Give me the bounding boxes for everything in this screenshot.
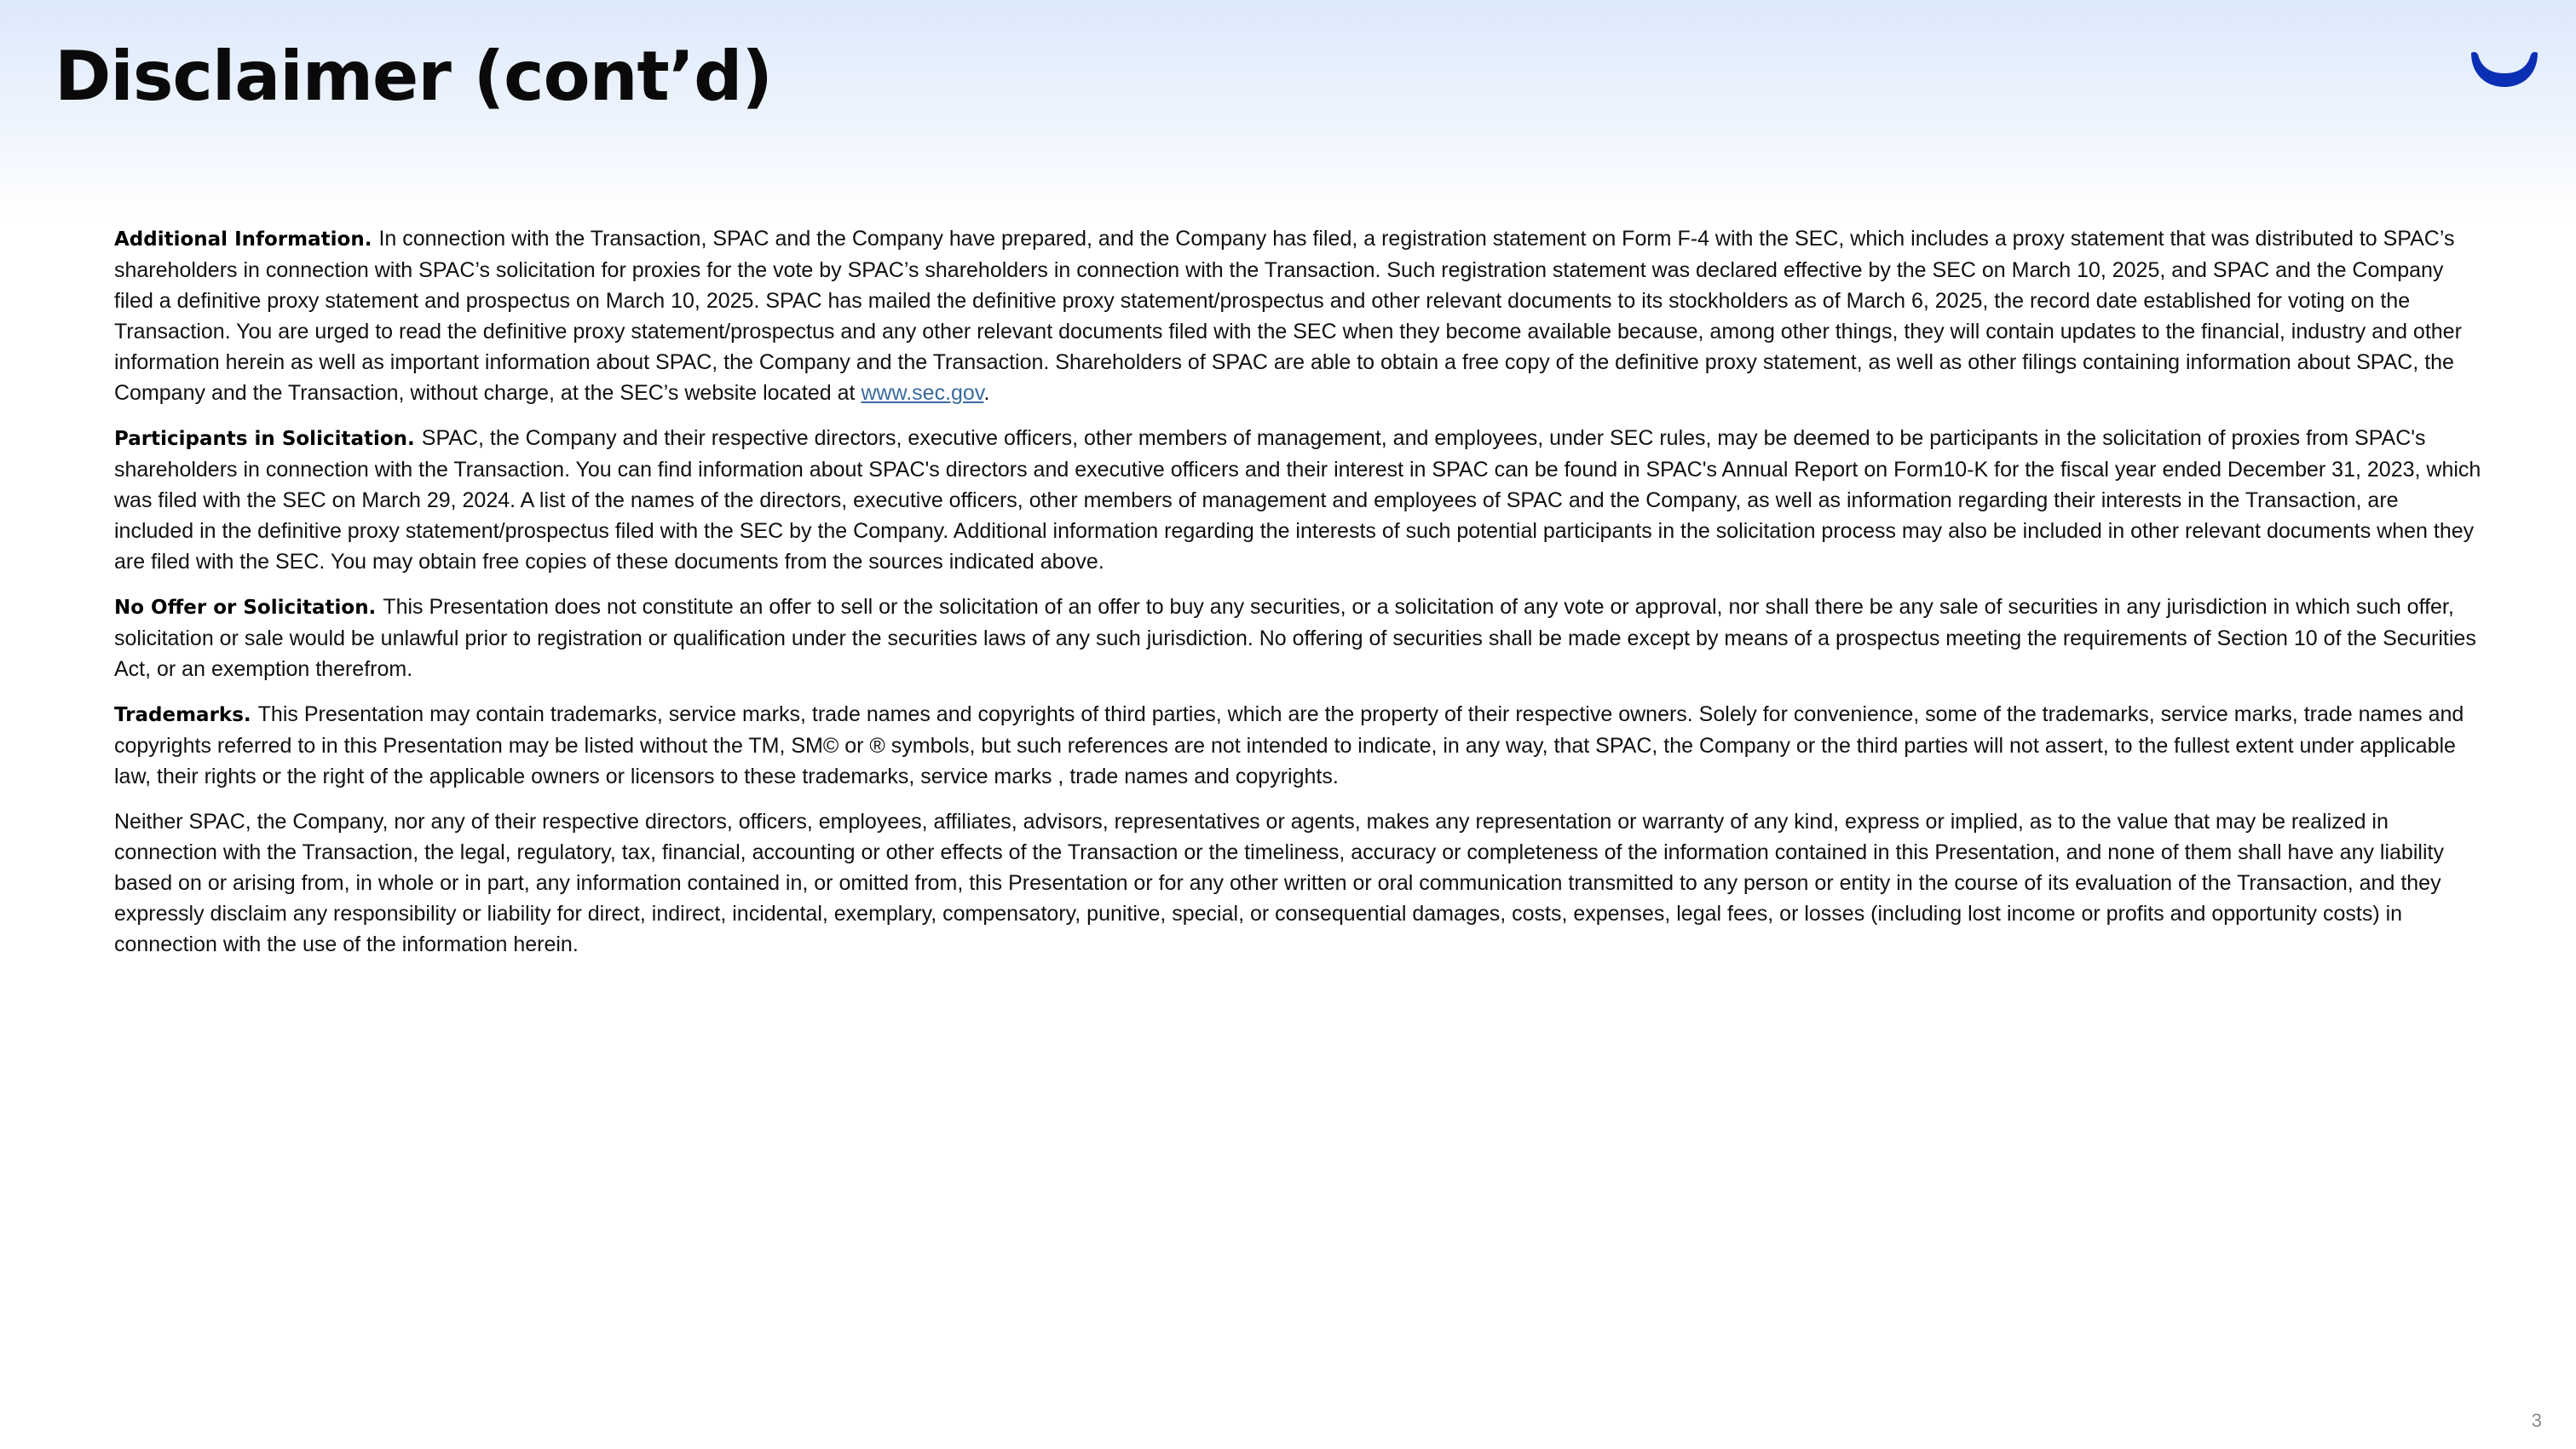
no-offer-text: This Presentation does not constitute an offer to sell or the solicitation of an offer to buy any securities, or a solicitation of any vote or approval, nor shall there be any sale of securities in any jurisdiction in which such offer, solicitation or sale would be unlawful prior to registration or qualification under the securities laws of any such jurisdiction. No offering of securities shall be made except by means of a prospectus meeting the requirements of Section 10 of the Securities Act, or an exemption therefrom. bbox=[114, 595, 2476, 681]
liability-text: Neither SPAC, the Company, nor any of their respective directors, officers, employees, affiliates, advisors, representatives or agents, makes any representation or warranty of any kind, express or implied, as to the value that may be realized in connection with the Transaction, the legal, regulatory, tax, financial, accounting or other effects of the Transaction or the timeliness, accuracy or completeness of the information contained in this Presentation, and none of them shall have any liability based on or arising from, in whole or in part, any information contained in, or omitted from, this Presentation or for any other written or oral communication transmitted to any person or entity in the course of its evaluation of the Transaction, and they expressly disclaim any responsibility or liability for direct, indirect, incidental, exemplary, compensatory, punitive, special, or consequential damages, costs, expenses, legal fees, or losses (including lost income or profits and opportunity costs) in connection with the use of the information herein. bbox=[114, 810, 2444, 956]
additional-information-paragraph bbox=[114, 223, 2483, 408]
participants-heading: Participants in Solicitation. bbox=[114, 428, 422, 450]
additional-information-heading: Additional Information. bbox=[114, 228, 379, 251]
trademarks-heading: Trademarks. bbox=[114, 704, 258, 726]
additional-information-end: . bbox=[983, 381, 990, 405]
smile-arc-logo-icon bbox=[2466, 44, 2543, 97]
additional-information-text: In connection with the Transaction, SPAC and the Company have prepared, and the Company has filed, a registration statement on Form F-4 with the SEC, which includes a proxy statement that was distributed to SPAC’s shareholders in connection with SPAC’s solicitation for proxies for the vote by SPAC’s shareholders in connection with the Transaction. Such registration statement was declared effective by the SEC on March 10, 2025, and SPAC and the Company filed a definitive proxy statement and prospectus on March 10, 2025. SPAC has mailed the definitive proxy statement/prospectus and other relevant documents to its stockholders as of March 6, 2025, the record date established for voting on the Transaction. You are urged to read the definitive proxy statement/prospectus and any other relevant documents filed with the SEC when they become available because, among other things, they will contain updates to the financial, industry and other information herein as well as important information about SPAC, the Company and the Transaction. Shareholders of SPAC are able to obtain a free copy of the definitive proxy statement, as well as other filings containing information about SPAC, the Company and the Transaction, without charge, at the SEC’s website located at bbox=[114, 227, 2462, 405]
participants-paragraph bbox=[114, 423, 2483, 577]
page-title: Disclaimer (cont’d) bbox=[55, 37, 772, 116]
disclaimer-body bbox=[114, 223, 2483, 974]
sec-website-link[interactable]: www.sec.gov bbox=[861, 381, 984, 405]
trademarks-text: This Presentation may contain trademarks, service marks, trade names and copyrights of third parties, which are the property of their respective owners. Solely for convenience, some of the trademarks, service marks, trade names and copyrights referred to in this Presentation may be listed without the TM, SM© or ® symbols, but such references are not intended to indicate, in any way, that SPAC, the Company or the third parties will not assert, to the fullest extent under applicable law, their rights or the right of the applicable owners or licensors to these trademarks, service marks , trade names and copyrights. bbox=[114, 702, 2464, 788]
page-number: 3 bbox=[2531, 1410, 2542, 1431]
liability-paragraph bbox=[114, 806, 2483, 960]
no-offer-heading: No Offer or Solicitation. bbox=[114, 597, 383, 619]
trademarks-paragraph bbox=[114, 699, 2483, 792]
participants-text: SPAC, the Company and their respective directors, executive officers, other members of management, and employees, under SEC rules, may be deemed to be participants in the solicitation of proxies from SPAC's shareholders in connection with the Transaction. You can find information about SPAC's directors and executive officers and their interest in SPAC can be found in SPAC's Annual Report on Form10-K for the fiscal year ended December 31, 2023, which was filed with the SEC on March 29, 2024. A list of the names of the directors, executive officers, other members of management and employees of SPAC and the Company, as well as information regarding their interests in the Transaction, are included in the definitive proxy statement/prospectus filed with the SEC by the Company. Additional information regarding the interests of such potential participants in the solicitation process may also be included in other relevant documents when they are filed with the SEC. You may obtain free copies of these documents from the sources indicated above. bbox=[114, 426, 2481, 574]
no-offer-paragraph bbox=[114, 592, 2483, 684]
